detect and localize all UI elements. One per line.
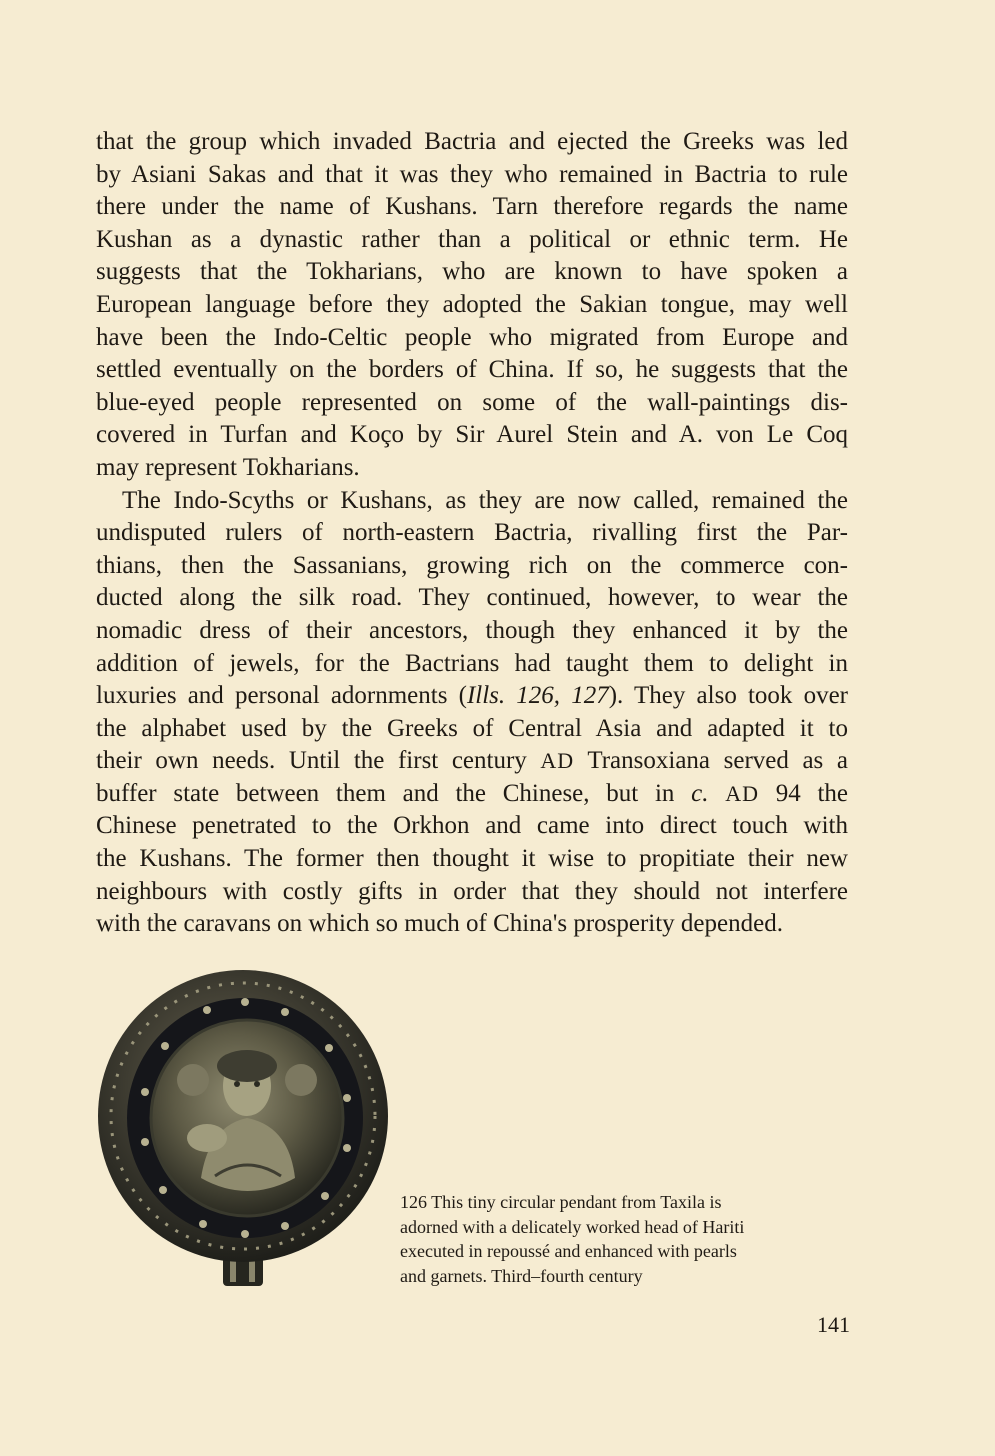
text-line — [96, 680, 848, 713]
text-line: with the caravans on which so much of China's prosperity depended. — [96, 910, 783, 938]
text-line: by Asiani Sakas and that it was they who remained in Bactria to rule — [96, 160, 848, 188]
circa-abbrev: c. — [691, 779, 709, 807]
text-line: settled eventually on the borders of China. If so, he suggests that the — [96, 356, 848, 384]
text-run: their own needs. Until the first century — [96, 747, 541, 775]
text-run: 94 the — [759, 779, 849, 807]
caption-line: executed in repoussé and enhanced with pearls — [400, 1241, 737, 1261]
caption-line: and garnets. Third–fourth century — [400, 1265, 643, 1286]
text-line: ducted along the silk road. They continued, however, to wear the — [96, 584, 848, 612]
paragraph-1 — [96, 126, 848, 485]
paragraph-2 — [96, 485, 848, 941]
text-line: the alphabet used by the Greeks of Central Asia and adapted it to — [96, 714, 848, 742]
text-line — [96, 745, 848, 778]
text-run: Transoxiana served as a — [574, 747, 848, 775]
body-text — [96, 126, 848, 941]
text-line: nomadic dress of their ancestors, though they enhanced it by the — [96, 616, 848, 644]
text-line: the Kushans. The former then thought it wise to propitiate their new — [96, 845, 848, 873]
text-line: there under the name of Kushans. Tarn therefore regards the name — [96, 193, 848, 221]
figure-caption — [400, 1190, 860, 1288]
text-line: neighbours with costly gifts in order that they should not interfere — [96, 877, 848, 905]
text-line: thians, then the Sassanians, growing rich on the commerce con- — [96, 551, 848, 579]
text-line: addition of jewels, for the Bactrians had taught them to delight in — [96, 649, 848, 677]
era-ad: AD — [725, 780, 759, 806]
text-line: The Indo-Scyths or Kushans, as they are now called, remained the — [122, 486, 848, 514]
illustration-reference: Ills. 126, 127 — [466, 682, 609, 710]
text-line: that the group which invaded Bactria and ejected the Greeks was led — [96, 128, 848, 155]
text-line — [96, 778, 848, 811]
text-line: covered in Turfan and Koço by Sir Aurel Stein and A. von Le Coq — [96, 421, 848, 449]
caption-line: 126 This tiny circular pendant from Taxila is — [400, 1192, 722, 1212]
pendant-illustration — [97, 968, 389, 1290]
text-line: blue-eyed people represented on some of the wall-paintings dis- — [96, 388, 848, 416]
text-line: European language before they adopted the Sakian tongue, may well — [96, 290, 848, 318]
text-run: luxuries and personal adornments ( — [96, 682, 467, 710]
text-line: undisputed rulers of north-eastern Bactria, rivalling first the Par- — [96, 519, 848, 547]
text-line: have been the Indo-Celtic people who migrated from Europe and — [96, 323, 848, 351]
caption-line: adorned with a delicately worked head of Hariti — [400, 1216, 745, 1237]
text-line: suggests that the Tokharians, who are known to have spoken a — [96, 258, 848, 286]
text-line: Kushan as a dynastic rather than a political or ethnic term. He — [96, 225, 848, 253]
text-line: Chinese penetrated to the Orkhon and came into direct touch with — [96, 812, 848, 840]
text-run: ). They also took over — [608, 682, 849, 710]
text-line: may represent Tokharians. — [96, 453, 360, 481]
page-number: 141 — [817, 1312, 850, 1337]
text-run: buffer state between them and the Chinese, but in — [96, 779, 692, 807]
era-ad: AD — [540, 748, 575, 774]
